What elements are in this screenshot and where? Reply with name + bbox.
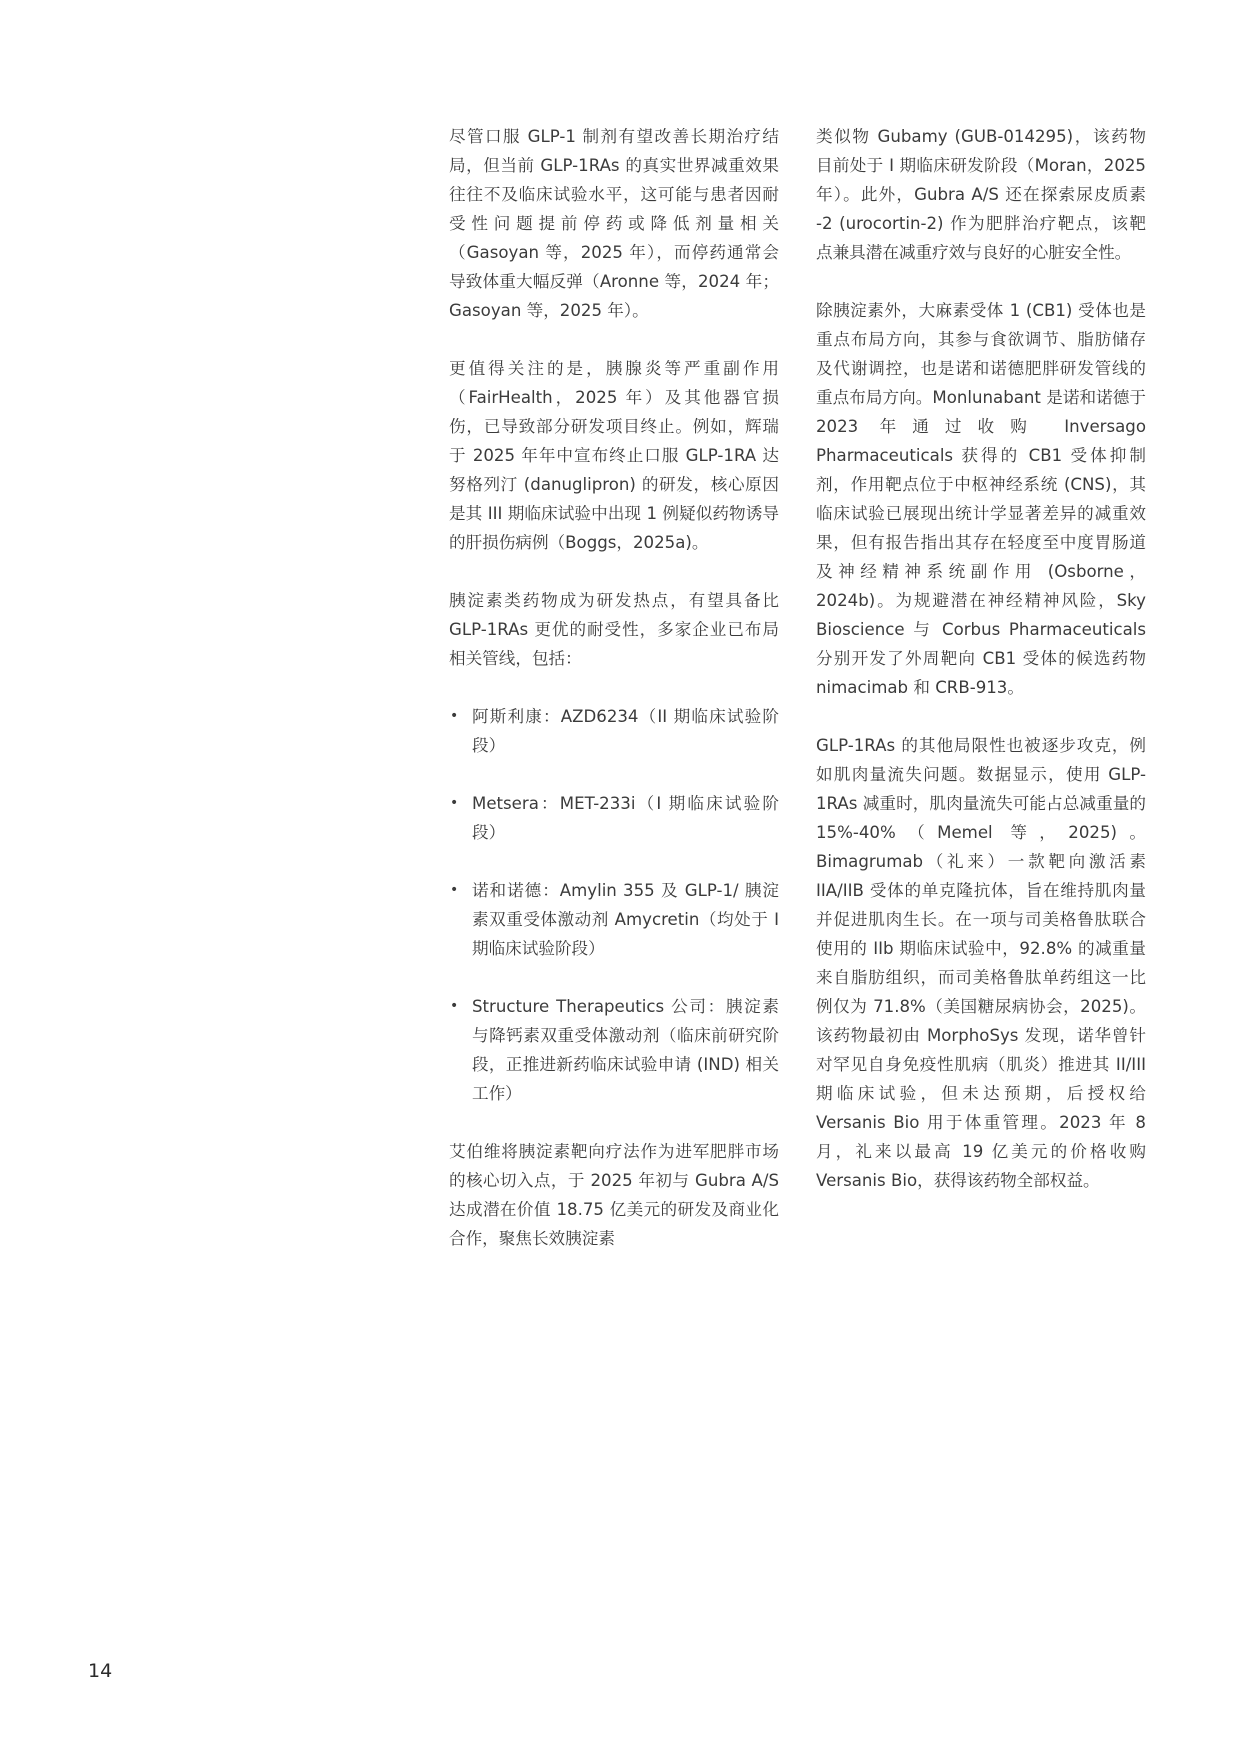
paragraph-cb1-receptor: 除胰淀素外，大麻素受体 1 (CB1) 受体也是重点布局方向，其参与食欲调节、脂肪储存及代谢调控，也是诺和诺德肥胖研发管线的重点布局方向。Monlunabant 是诺和诺德于 2023 年通过收购 Inversago Pharmaceuticals 获得的 CB1 受体抑制剂，作用靶点位于中枢神经系统 (CNS)，其临床试验已展现出统计学显著差异的减重效果，但有报告指出其存在轻度至中度胃肠道及神经精神系统副作用 (Osborne，2024b)。为规避潜在神经精神风险，Sky Bioscience 与 Corbus Pharmaceuticals 分别开发了外周靶向 CB1 受体的候选药物 nimacimab 和 CRB-913。 — [816, 301, 1146, 697]
list-item — [449, 789, 779, 847]
paragraph-amylin-intro: 胰淀素类药物成为研发热点，有望具备比 GLP-1RAs 更优的耐受性，多家企业已布局相关管线，包括： — [449, 591, 779, 668]
list-item-text: 诺和诺德：Amylin 355 及 GLP-1/ 胰淀素双重受体激动剂 Amycretin（均处于 I 期临床试验阶段） — [472, 881, 779, 958]
amylin-pipeline-list — [449, 702, 779, 1108]
bullet-icon: • — [450, 708, 459, 724]
left-column — [449, 122, 779, 1282]
bullet-icon: • — [450, 795, 459, 811]
bullet-icon: • — [450, 998, 459, 1014]
paragraph-gubamy: 类似物 Gubamy (GUB-014295)，该药物目前处于 I 期临床研发阶段（Moran，2025 年）。此外，Gubra A/S 还在探索尿皮质素 -2 (urocortin-2) 作为肥胖治疗靶点，该靶点兼具潜在减重疗效与良好的心脏安全性。 — [816, 127, 1146, 262]
paragraph-side-effects: 更值得关注的是，胰腺炎等严重副作用（FairHealth，2025 年）及其他器官损伤，已导致部分研发项目终止。例如，辉瑞于 2025 年年中宣布终止口服 GLP-1RA 达努格列汀 (danuglipron) 的研发，核心原因是其 III 期临床试验中出现 1 例疑似药物诱导的肝损伤病例（Boggs，2025a)。 — [449, 359, 779, 552]
list-item — [449, 992, 779, 1108]
bullet-icon: • — [450, 882, 459, 898]
list-item — [449, 702, 779, 760]
list-item-text: 阿斯利康：AZD6234（II 期临床试验阶段） — [472, 707, 779, 755]
list-item — [449, 876, 779, 963]
paragraph-abbvie-gubra: 艾伯维将胰淀素靶向疗法作为进军肥胖市场的核心切入点，于 2025 年初与 Gubra A/S 达成潜在价值 18.75 亿美元的研发及商业化合作，聚焦长效胰淀素 — [449, 1142, 779, 1248]
page-number: 14 — [88, 1660, 113, 1682]
list-item-text: Structure Therapeutics 公司：胰淀素与降钙素双重受体激动剂（临床前研究阶段，正推进新药临床试验申请 (IND) 相关工作） — [472, 997, 779, 1103]
right-column — [816, 122, 1146, 1224]
paragraph-muscle-loss: GLP-1RAs 的其他局限性也被逐步攻克，例如肌肉量流失问题。数据显示，使用 GLP-1RAs 减重时，肌肉量流失可能占总减重量的 15%-40%（Memel 等，2025)。Bimagrumab（礼来）一款靶向激活素 IIA/IIB 受体的单克隆抗体，旨在维持肌肉量并促进肌肉生长。在一项与司美格鲁肽联合使用的 IIb 期临床试验中，92.8% 的减重量来自脂肪组织，而司美格鲁肽单药组这一比例仅为 71.8%（美国糖尿病协会，2025)。该药物最初由 MorphoSys 发现，诺华曾针对罕见自身免疫性肌病（肌炎）推进其 II/III 期临床试验，但未达预期，后授权给 Versanis Bio 用于体重管理。2023 年 8 月，礼来以最高 19 亿美元的价格收购 Versanis Bio，获得该药物全部权益。 — [816, 736, 1146, 1190]
list-item-text: Metsera：MET-233i（I 期临床试验阶段） — [472, 794, 779, 842]
paragraph-real-world-efficacy: 尽管口服 GLP-1 制剂有望改善长期治疗结局，但当前 GLP-1RAs 的真实世界减重效果往往不及临床试验水平，这可能与患者因耐受性问题提前停药或降低剂量相关（Gasoyan 等，2025 年），而停药通常会导致体重大幅反弹（Aronne 等，2024 年；Gasoyan 等，2025 年）。 — [449, 127, 779, 320]
